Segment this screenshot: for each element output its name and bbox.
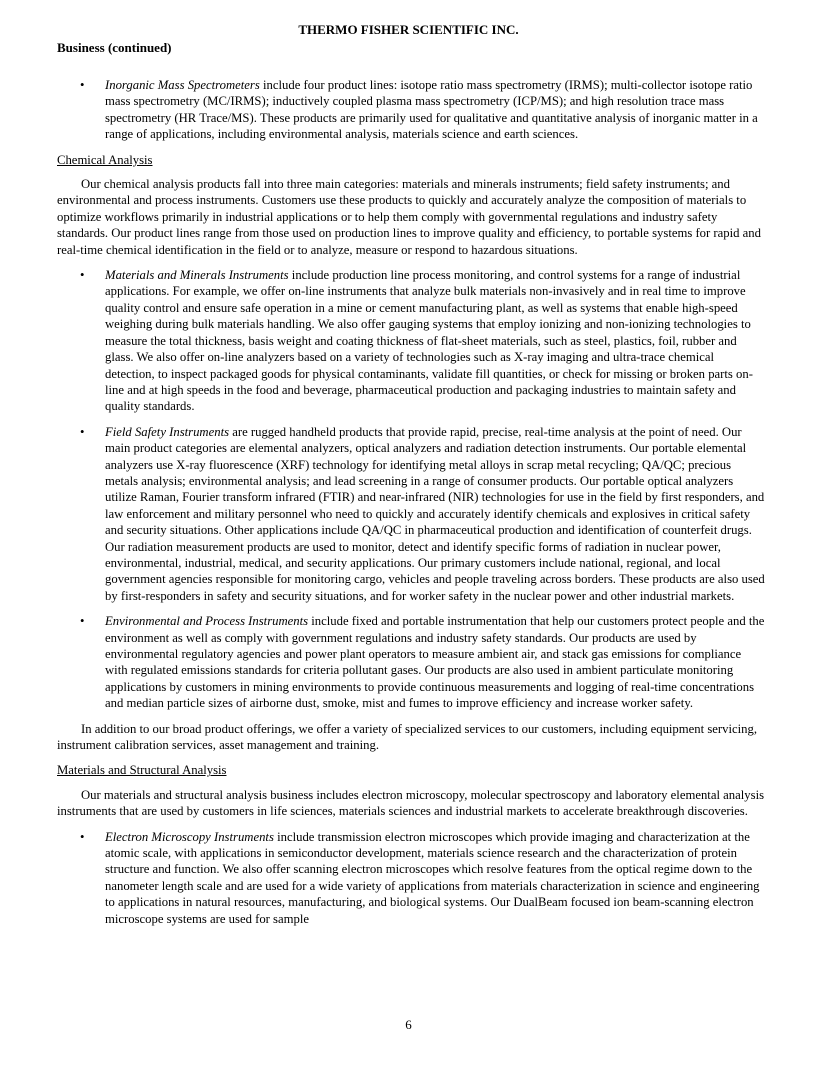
bullet-text: include four product lines: isotope ratio mass spectrometry (IRMS); multi-collector isotope ratio mass spectrometry (MC/IRMS); inductively coupled plasma mass spectrometry (ICP/MS); and high resolution trace mass spectrometry (HR Trace/MS). These products are primarily used for qualitative and quantitative analysis of inorganic matter in a range of applications, including environmental analysis, materials science and earth sciences. (105, 78, 758, 142)
bullet-mark: • (80, 424, 85, 439)
paragraph-chemical-analysis: Our chemical analysis products fall into three main categories: materials and minerals instruments; field safety instruments; and environmental and process instruments. Customers use these products to quickly and accurately analyze the composition of materials to optimize workflows primarily in industrial applications or to help them comply with governmental regulations and industry safety standards. Our product lines range from those used on production lines to improve quality and efficiency, to portable systems for rapid and real-time chemical identification in the field or to analyze, measure or respond to hazardous situations. (57, 177, 761, 257)
bullet-term: Materials and Minerals Instruments (105, 268, 289, 283)
company-header: THERMO FISHER SCIENTIFIC INC. (298, 22, 519, 37)
page-number: 6 (405, 1017, 412, 1032)
bullet-term: Inorganic Mass Spectrometers (105, 78, 260, 92)
bullet-term: Field Safety Instruments (105, 424, 230, 439)
paragraph-services: In addition to our broad product offerings, we offer a variety of specialized services to our customers, including equipment servicing, instrument calibration services, asset management and training. (57, 721, 757, 753)
bullet-text: are rugged handheld products that provide rapid, precise, real-time analysis at the point of need. Our main product categories are elemental analyzers, optical analyzers and radiation detection instruments. Our portable elemental analyzers use X-ray fluorescence (XRF) technology for identifying metal alloys in scrap metal recycling; QA/QC; precious metals analysis; environmental analysis; and lead screening in a range of consumer products. Our portable optical analyzers utilize Raman, Fourier transform infrared (FTIR) and near-infrared (NIR) technologies for use in the field by first responders, and law enforcement and military personnel who need to quickly and accurately identify chemicals and explosives in critical safety and security situations. Other applications include QA/QC in pharmaceutical production and identification of counterfeit drugs. Our radiation measurement products are used to monitor, detect and identify specific forms of radiation in nuclear power, environmental, industrial, medical, and security applications. Our primary customers include national, regional, and local government agencies responsible for monitoring cargo, vehicles and people traveling across borders. These products are also used by first-responders in safety and security situations, and for worker safety in the nuclear power and other industrial markets. (105, 424, 765, 603)
bullet-term: Environmental and Process Instruments (105, 614, 309, 629)
bullet-materials-minerals (57, 267, 765, 415)
section-header: Business (continued) (57, 40, 172, 55)
bullet-text: include transmission electron microscopes which provide imaging and characterization at the atomic scale, with applications in semiconductor development, materials science research and the characterization of protein structure and function. We also offer scanning electron microscopes which resolve features from the optical regime down to the nanometer length scale and are used for a wide variety of applications from materials characterization in science and engineering to applications in natural resources, manufacturing, and biological systems. Our DualBeam focused ion beam-scanning electron microscope systems are used for sample (105, 829, 760, 926)
bullet-electron-microscopy (57, 829, 765, 927)
document-body (57, 77, 765, 936)
bullet-field-safety (57, 424, 765, 604)
bullet-mark: • (80, 614, 85, 629)
bullet-text: include fixed and portable instrumentation that help our customers protect people and the environment as well as comply with government regulations and industry safety standards. Our products are used by environmental regulatory agencies and power plant operators to measure ambient air, and stack gas emissions for compliance with regulated emissions standards for criteria pollutant gases. Our products are also used in ambient particulate monitoring applications by customers in mining environments to provide continuous measurements and logging of real-time concentrations and median particle sizes of airborne dust, smoke, mist and fumes to improve efficiency and increase worker safety. (105, 614, 765, 711)
bullet-text: include production line process monitoring, and control systems for a range of industrial applications. For example, we offer on-line instruments that analyze bulk materials non-invasively and in real time to improve quality control and ensure safe operation in a mine or cement manufacturing plant, as well as systems that enable high-speed weighing during bulk materials handling. We also offer gauging systems that employ ionizing and non-ionizing technologies to measure the total thickness, basis weight and coating thickness of flat-sheet materials, such as steel, plastics, foil, rubber and glass. We also offer on-line analyzers based on a variety of technologies such as X-ray imaging and ultra-trace chemical detection, to inspect packaged goods for physical contaminants, validate fill quantities, or check for missing or broken parts on-line and at high speeds in the food and beverage, pharmaceutical production and packaging industries to maintain safety and quality standards. (105, 268, 753, 414)
bullet-term: Electron Microscopy Instruments (105, 829, 274, 844)
heading-materials-structural: Materials and Structural Analysis (57, 763, 227, 778)
paragraph-materials-structural: Our materials and structural analysis business includes electron microscopy, molecular spectroscopy and laboratory elemental analysis instruments that are used by customers in life sciences, materials sciences and industrial markets to accelerate breakthrough discoveries. (57, 787, 765, 819)
bullet-mark: • (80, 268, 85, 283)
bullet-environmental-process (57, 613, 765, 711)
bullet-mark: • (80, 829, 85, 844)
bullet-inorganic-mass-spectrometers (57, 77, 765, 143)
heading-chemical-analysis: Chemical Analysis (57, 152, 153, 167)
bullet-mark: • (80, 78, 85, 92)
